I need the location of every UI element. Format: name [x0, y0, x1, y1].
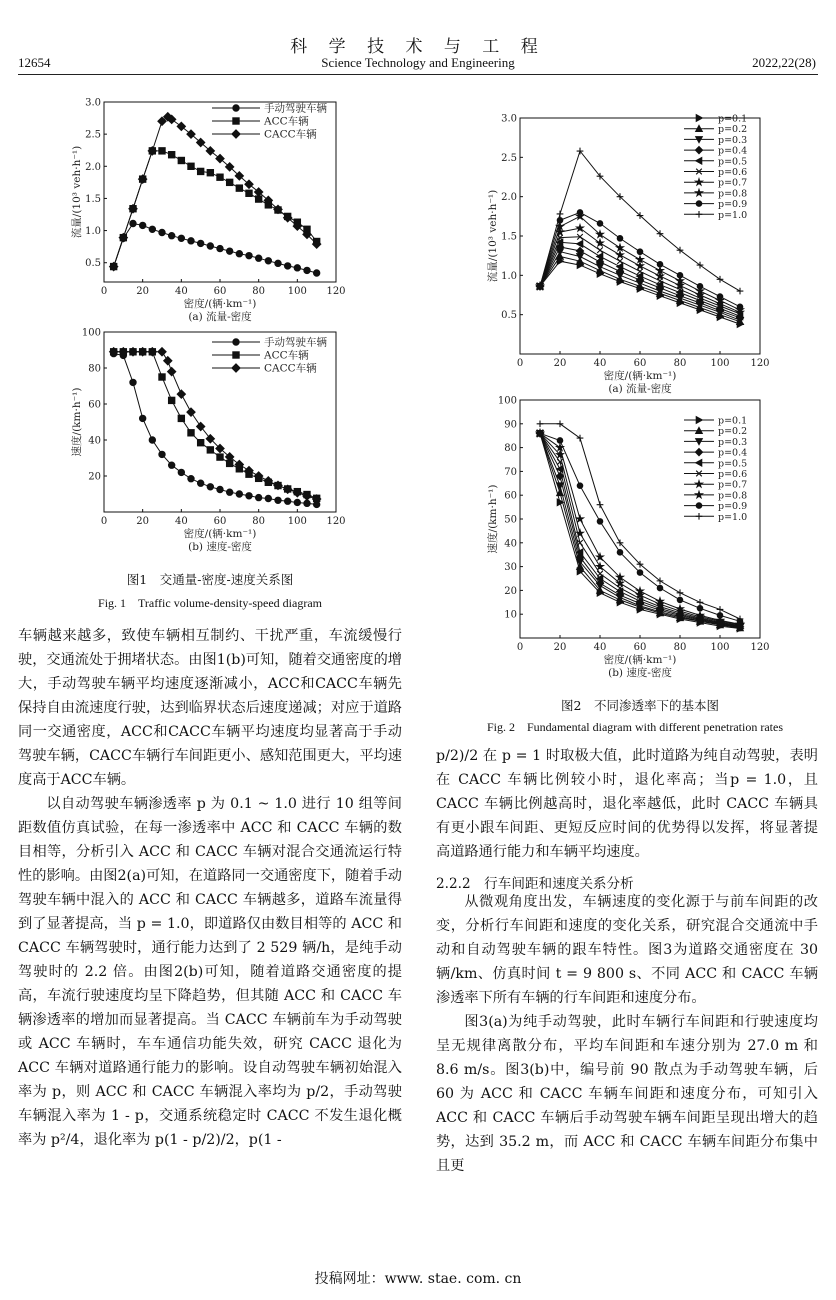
data-point	[294, 499, 300, 505]
data-point	[637, 249, 643, 255]
data-point	[617, 550, 623, 556]
legend-label: p=0.5	[718, 156, 748, 168]
data-point	[255, 255, 261, 261]
x-tick-label: 120	[326, 516, 346, 527]
right-column-text-2	[436, 890, 818, 1178]
subfigure-label: (a) 流量-密度	[608, 383, 672, 395]
data-point	[717, 276, 724, 283]
data-point	[226, 179, 232, 185]
data-point	[226, 248, 232, 254]
page-number: 12654	[18, 55, 51, 70]
y-tick-label: 1.5	[501, 231, 517, 243]
data-point	[677, 597, 683, 603]
data-point	[597, 571, 603, 577]
legend-label: 手动驾驶车辆	[264, 102, 327, 115]
series-line	[540, 228, 740, 312]
paragraph: p/2)/2 在 p = 1 时取极大值，此时道路为纯自动驾驶，表明在 CACC 车辆比例较小时，退化率高；当p = 1.0，且 CACC 车辆比例越高时，退化率越低，此时 CACC 车辆具有更小跟车间距、更短反应时间的优势得以发挥，将显著提高道路通行能力和车辆平均速度。	[436, 748, 818, 860]
legend-label: p=0.3	[718, 436, 748, 448]
legend-label: p=0.3	[718, 134, 748, 146]
data-point	[597, 221, 603, 227]
y-tick-label: 1.0	[85, 226, 101, 238]
y-tick-label: 50	[504, 514, 517, 526]
legend-label: p=0.9	[718, 199, 748, 211]
data-point	[657, 267, 664, 274]
y-tick-label: 80	[504, 443, 517, 455]
data-point	[149, 226, 155, 232]
subfigure-label: (b) 速度-密度	[608, 667, 672, 679]
legend-label: p=0.2	[718, 124, 748, 136]
data-point	[677, 273, 683, 279]
data-point	[617, 258, 623, 264]
data-point	[696, 201, 702, 207]
data-point	[696, 115, 702, 122]
data-point	[159, 148, 165, 154]
data-point	[557, 420, 564, 427]
data-point	[265, 495, 271, 501]
data-point	[246, 252, 252, 258]
data-point	[233, 339, 239, 345]
data-point	[717, 294, 723, 300]
legend-label: p=0.7	[718, 479, 748, 491]
y-axis-label: 流量/(10³ veh·h⁻¹)	[487, 189, 499, 283]
x-tick-label: 20	[136, 516, 150, 527]
journal-subtitle: Science Technology and Engineering	[321, 55, 515, 70]
legend-label: CACC车辆	[264, 362, 317, 375]
data-point	[226, 489, 232, 495]
y-tick-label: 90	[504, 419, 517, 431]
legend-label: p=0.8	[718, 490, 748, 502]
legend-label: p=0.8	[718, 188, 748, 200]
data-point	[159, 374, 165, 380]
data-point	[637, 256, 644, 263]
y-tick-label: 100	[81, 327, 101, 339]
y-axis-label: 流量/(10³ veh·h⁻¹)	[71, 145, 83, 239]
data-point	[577, 483, 583, 489]
data-point	[233, 352, 239, 358]
data-point	[537, 420, 544, 427]
data-point	[246, 190, 252, 196]
y-tick-label: 30	[504, 562, 517, 574]
y-tick-label: 60	[504, 490, 517, 502]
data-point	[246, 493, 252, 499]
x-tick-label: 60	[633, 358, 647, 369]
x-axis-label: 密度/(辆·km⁻¹)	[183, 528, 257, 540]
legend-label: p=0.6	[718, 469, 748, 480]
data-point	[265, 258, 271, 264]
paragraph: 以自动驾驶车辆渗透率 p 为 0.1 ~ 1.0 进行 10 组等间距数值仿真试验，在每一渗透率中 ACC 和 CACC 车辆的数目相等，分析引入 ACC 和 CACC 车辆对混合交通流运行特性的影响。由图2(a)可知，在道路同一交通密度下，随着手动驾驶车辆中混入的 ACC 和 CACC 车辆越多，道路车流量得到了显著提高，当 p = 1.0，即道路仅由数目相等的 ACC 和 CACC 车辆驾驶时，通行能力达到了 2 529 辆/h，是纯手动驾驶时的 2.2 倍。由图2(b)可知，随着道路交通密度的提高，车流行驶速度均呈下降趋势，但其随 ACC 和 CACC 车辆渗透率的增加而显著提高。当 CACC 车辆前车为手动驾驶或 ACC 车辆时，车车通信功能失效，研究 CACC 退化为 ACC 车辆对道路通行能力的影响。设自动驾驶车辆初始混入率为 p，则 ACC 和 CACC 车辆混入率均为 p/2，手动驾驶车辆混入率为 1 - p，交通系统稳定时 CACC 不发生退化概率为 p²/4，退化率为 p(1 - p/2)/2，p(1 -	[18, 796, 402, 1148]
data-point	[696, 179, 703, 186]
data-point	[696, 513, 703, 520]
fig1-caption-en: Fig. 1 Traffic volume-density-speed diagram	[98, 596, 322, 610]
x-tick-label: 80	[252, 286, 266, 297]
y-axis-label: 速度/(km·h⁻¹)	[71, 387, 83, 457]
data-point	[637, 570, 643, 576]
data-point	[217, 174, 223, 180]
legend-label: p=0.5	[718, 458, 748, 470]
data-point	[207, 484, 213, 490]
series-line	[114, 151, 317, 267]
data-point	[168, 152, 174, 158]
x-tick-label: 80	[673, 358, 687, 369]
x-tick-label: 20	[553, 642, 567, 653]
data-point	[178, 235, 184, 241]
data-point	[737, 288, 744, 295]
data-point	[197, 168, 203, 174]
x-tick-label: 100	[710, 642, 730, 653]
data-point	[168, 462, 174, 468]
y-tick-label: 60	[88, 399, 101, 411]
x-tick-label: 80	[252, 516, 266, 527]
data-point	[657, 262, 663, 268]
data-point	[130, 220, 136, 226]
x-tick-label: 0	[516, 642, 524, 653]
legend	[684, 416, 747, 523]
x-tick-label: 100	[287, 286, 307, 297]
data-point	[557, 438, 563, 444]
series-p=1.0	[537, 148, 744, 295]
data-point	[577, 210, 583, 216]
data-point	[207, 170, 213, 176]
data-point	[178, 157, 184, 163]
x-tick-label: 120	[750, 358, 770, 369]
data-point	[696, 417, 702, 424]
y-tick-label: 70	[504, 466, 517, 478]
data-point	[697, 284, 703, 290]
data-point	[284, 263, 290, 269]
data-point	[168, 397, 174, 403]
x-tick-label: 60	[213, 286, 227, 297]
legend-label: ACC车辆	[264, 115, 309, 128]
data-point	[207, 447, 213, 453]
data-point	[313, 270, 319, 276]
data-point	[696, 491, 703, 498]
data-point	[696, 481, 703, 488]
x-tick-label: 40	[174, 516, 188, 527]
data-point	[696, 503, 702, 509]
data-point	[197, 440, 203, 446]
fig2-caption-en: Fig. 2 Fundamental diagram with different penetration rates	[486, 720, 784, 734]
y-tick-label: 100	[497, 395, 517, 407]
legend-label: p=0.2	[718, 426, 748, 438]
data-point	[597, 519, 603, 525]
legend	[212, 336, 327, 375]
legend-label: p=0.1	[718, 113, 748, 125]
footer-url: 投稿网址：www. stae. com. cn	[314, 1271, 522, 1287]
series-line	[114, 354, 317, 505]
data-point	[537, 431, 543, 437]
series-ACC车辆	[110, 148, 319, 270]
data-point	[696, 211, 703, 218]
data-point	[637, 588, 644, 595]
data-point	[236, 185, 242, 191]
left-column-text	[18, 624, 402, 1152]
data-point	[149, 437, 155, 443]
data-point	[697, 599, 704, 606]
journal-title: 科 学 技 术 与 工 程	[290, 37, 546, 57]
data-point	[697, 605, 703, 611]
legend	[212, 102, 327, 141]
paragraph: 车辆越来越多，致使车辆相互制约、干扰严重，车流缓慢行驶，交通流处于拥堵状态。由图1(b)可知，随着交通密度的增大，手动驾驶车辆平均速度逐渐减小，ACC和CACC车辆先保持自由流速度行驶，达到临界状态后速度递减；对应于道路同一交通密度，ACC和CACC车辆平均速度均显著高于手动驾驶车辆，CACC车辆行车间距更小、感知范围更大，平均速度高于ACC车辆。	[18, 628, 402, 788]
data-point	[217, 245, 223, 251]
fig1b-speed-density-chart	[60, 324, 360, 564]
legend-label: p=1.0	[718, 511, 748, 523]
fig2a-flow-density-chart	[480, 108, 800, 398]
data-point	[294, 265, 300, 271]
legend	[684, 114, 747, 221]
y-tick-label: 10	[504, 609, 517, 621]
data-point	[197, 240, 203, 246]
issue-number: 2022,22(28)	[752, 55, 816, 70]
legend-label: CACC车辆	[264, 128, 317, 141]
data-point	[217, 454, 223, 460]
x-tick-label: 20	[136, 286, 150, 297]
x-tick-label: 100	[287, 516, 307, 527]
data-point	[597, 247, 603, 253]
data-point	[130, 379, 136, 385]
y-tick-label: 2.0	[85, 161, 101, 173]
x-tick-label: 0	[100, 286, 108, 297]
data-point	[304, 500, 310, 506]
x-tick-label: 120	[750, 642, 770, 653]
x-axis-label: 密度/(辆·km⁻¹)	[603, 654, 677, 666]
fig1-caption: 图1 交通量-密度-速度关系图	[126, 572, 294, 587]
data-point	[275, 260, 281, 266]
data-point	[696, 459, 702, 466]
section-heading: 2.2.2 行车间距和速度关系分析	[436, 876, 634, 892]
x-tick-label: 60	[213, 516, 227, 527]
data-point	[197, 480, 203, 486]
legend-label: p=0.4	[718, 447, 748, 459]
paragraph: 图3(a)为纯手动驾驶，此时车辆行车间距和行驶速度均呈无规律离散分布，平均车间距和车速分别为 27.0 m 和 8.6 m/s。图3(b)中，编号前 90 散点为手动驾驶车辆，后 60 为 ACC 和 CACC 车辆车间距和速度分布，可知引入 ACC 和 CACC 车辆后手动驾驶车辆车间距呈现出增大的趋势，达到 35.2 m，而 ACC 和 CACC 车辆车间距分布集中且更	[436, 1014, 818, 1174]
y-tick-label: 1.0	[501, 270, 517, 282]
x-tick-label: 0	[100, 516, 108, 527]
data-point	[188, 163, 194, 169]
data-point	[188, 476, 194, 482]
data-point	[597, 501, 604, 508]
data-point	[236, 491, 242, 497]
y-tick-label: 40	[88, 435, 101, 447]
legend-label: p=1.0	[718, 209, 748, 221]
x-tick-label: 40	[593, 642, 607, 653]
data-point	[188, 238, 194, 244]
x-tick-label: 40	[174, 286, 188, 297]
data-point	[696, 157, 702, 164]
data-point	[139, 415, 145, 421]
data-point	[577, 241, 583, 248]
paragraph: 从微观角度出发，车辆速度的变化源于与前车间距的改变，分析行车间距和速度的变化关系，研究混合交通流中手动和自动驾驶车辆的跟车特性。图3为道路交通密度在 30 辆/km、仿真时间 t = 9 800 s、不同 ACC 和 CACC 车辆渗透率下所有车辆的行车间距和速度分布。	[436, 894, 818, 1006]
data-point	[637, 269, 643, 275]
data-point	[232, 364, 240, 372]
data-point	[577, 530, 584, 537]
data-point	[168, 367, 176, 375]
legend-label: p=0.1	[718, 415, 748, 427]
header-rule	[18, 74, 818, 75]
data-point	[557, 211, 564, 218]
data-point	[217, 486, 223, 492]
data-point	[717, 613, 723, 619]
subfigure-label: (a) 流量-密度	[188, 311, 252, 323]
x-tick-label: 40	[593, 358, 607, 369]
y-tick-label: 20	[88, 471, 101, 483]
x-tick-label: 100	[710, 358, 730, 369]
data-point	[737, 304, 743, 310]
y-tick-label: 20	[504, 585, 517, 597]
subfigure-label: (b) 速度-密度	[188, 541, 252, 553]
y-tick-label: 40	[504, 538, 517, 550]
y-tick-label: 1.5	[85, 193, 101, 205]
data-point	[695, 448, 702, 455]
data-point	[677, 589, 684, 596]
x-tick-label: 20	[553, 358, 567, 369]
y-tick-label: 3.0	[501, 113, 517, 125]
legend-label: 手动驾驶车辆	[264, 336, 327, 349]
fig1a-flow-density-chart	[60, 92, 360, 332]
data-point	[159, 451, 165, 457]
data-point	[233, 105, 239, 111]
y-tick-label: 3.0	[85, 97, 101, 109]
data-point	[164, 357, 172, 365]
data-point	[657, 585, 663, 591]
data-point	[232, 130, 240, 138]
data-point	[696, 189, 703, 196]
data-point	[207, 243, 213, 249]
data-point	[717, 606, 724, 613]
x-axis-label: 密度/(辆·km⁻¹)	[603, 370, 677, 382]
y-tick-label: 2.5	[501, 152, 517, 164]
data-point	[255, 494, 261, 500]
x-tick-label: 80	[673, 642, 687, 653]
y-axis-label: 速度/(km·h⁻¹)	[487, 484, 499, 554]
data-point	[275, 497, 281, 503]
y-tick-label: 2.0	[501, 192, 517, 204]
y-tick-label: 80	[88, 363, 101, 375]
legend-label: p=0.9	[718, 501, 748, 513]
data-point	[304, 267, 310, 273]
y-tick-label: 0.5	[85, 258, 101, 270]
y-tick-label: 2.5	[85, 129, 101, 141]
series-p=0.7	[537, 225, 744, 316]
data-point	[177, 390, 185, 398]
data-point	[187, 408, 195, 416]
legend-label: p=0.6	[718, 167, 748, 178]
data-point	[617, 236, 623, 242]
x-tick-label: 120	[326, 286, 346, 297]
legend-label: p=0.4	[718, 145, 748, 157]
data-point	[139, 222, 145, 228]
fig2b-speed-density-chart	[480, 390, 800, 690]
data-point	[577, 435, 584, 442]
data-point	[159, 229, 165, 235]
legend-label: ACC车辆	[264, 349, 309, 362]
x-tick-label: 60	[633, 642, 647, 653]
fig2-caption: 图2 不同渗透率下的基本图	[561, 698, 719, 713]
legend-label: p=0.7	[718, 177, 748, 189]
x-axis-label: 密度/(辆·km⁻¹)	[183, 298, 257, 310]
y-tick-label: 0.5	[501, 310, 517, 322]
data-point	[158, 348, 166, 356]
data-point	[236, 251, 242, 257]
data-point	[284, 498, 290, 504]
data-point	[178, 415, 184, 421]
data-point	[695, 146, 702, 153]
right-column-text	[436, 744, 818, 864]
data-point	[188, 430, 194, 436]
data-point	[577, 515, 584, 522]
x-tick-label: 0	[516, 358, 524, 369]
series-手动驾驶车辆	[110, 220, 319, 276]
data-point	[178, 469, 184, 475]
data-point	[233, 118, 239, 124]
data-point	[168, 233, 174, 239]
